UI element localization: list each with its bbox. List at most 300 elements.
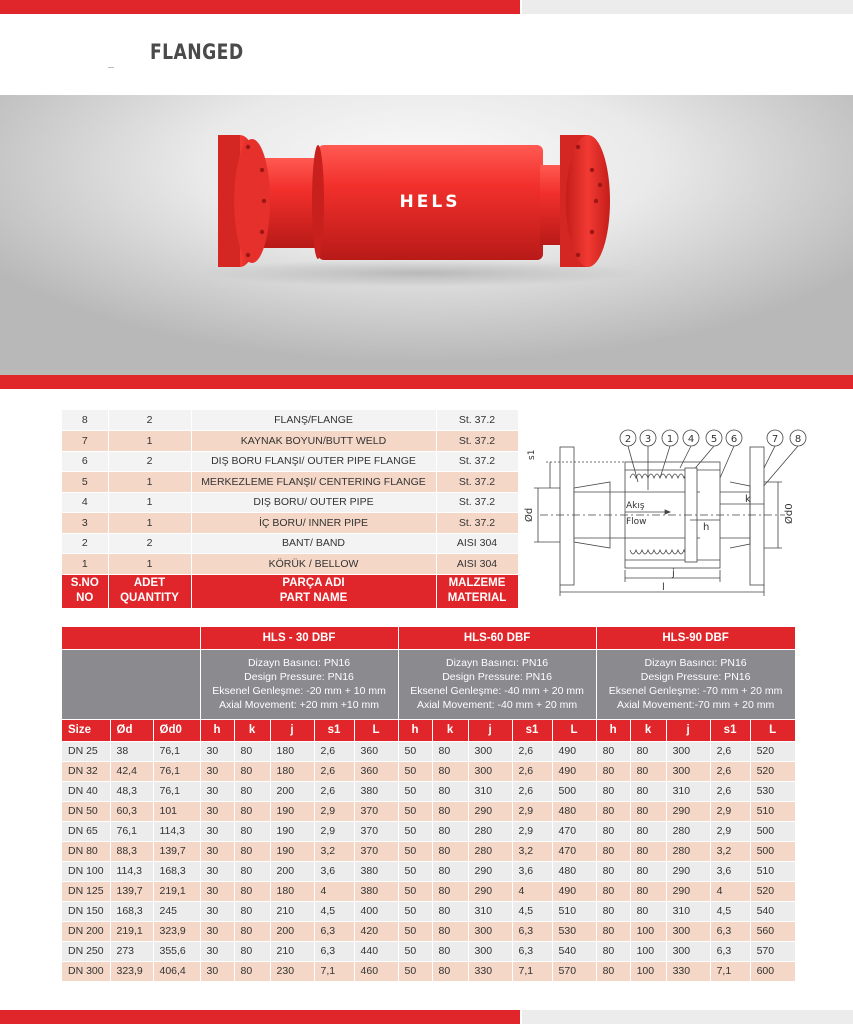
- spec-cell: 80: [596, 821, 630, 841]
- part-material: St. 37.2: [436, 451, 518, 472]
- spec-cell: 80: [630, 881, 666, 901]
- part-qty: 1: [108, 554, 191, 575]
- spec-col-header: Ød0: [153, 719, 200, 741]
- spec-cell: 30: [200, 861, 234, 881]
- parts-header-row: [62, 574, 518, 608]
- spec-cell: 380: [354, 861, 398, 881]
- spec-row: [62, 801, 795, 821]
- brand-logo: HELS: [399, 192, 461, 212]
- spec-cell: 190: [270, 841, 314, 861]
- spec-cell: 273: [110, 941, 153, 961]
- spec-cell: 80: [432, 841, 468, 861]
- header-part-name: PARÇA ADI PART NAME: [191, 574, 436, 608]
- spec-cell: 370: [354, 821, 398, 841]
- spec-cell: 310: [666, 781, 710, 801]
- spec-cell: 3,6: [512, 861, 552, 881]
- spec-cell: 2,6: [512, 781, 552, 801]
- spec-col-header: h: [596, 719, 630, 741]
- spec-cell: 540: [750, 901, 795, 921]
- spec-cell: 114,3: [110, 861, 153, 881]
- spec-cell: 3,2: [314, 841, 354, 861]
- part-name: DIŞ BORU FLANŞI/ OUTER PIPE FLANGE: [191, 451, 436, 472]
- callout-number: 3: [644, 434, 652, 445]
- spec-cell: 100: [630, 941, 666, 961]
- spec-cell: 80: [234, 881, 270, 901]
- spec-cell: DN 32: [62, 761, 110, 781]
- spec-cell: 300: [468, 741, 512, 761]
- spec-cell: 139,7: [110, 881, 153, 901]
- spec-cell: 80: [432, 941, 468, 961]
- spec-cell: DN 200: [62, 921, 110, 941]
- spec-cell: 2,9: [512, 821, 552, 841]
- spec-cell: 80: [234, 781, 270, 801]
- spec-cell: 6,3: [314, 921, 354, 941]
- spec-col-header: Size: [62, 719, 110, 741]
- spec-cell: 200: [270, 781, 314, 801]
- part-material: St. 37.2: [436, 410, 518, 431]
- spec-col-header: k: [234, 719, 270, 741]
- spec-cell: 470: [552, 821, 596, 841]
- part-name: FLANŞ/FLANGE: [191, 410, 436, 431]
- parts-row: [62, 533, 518, 554]
- spec-cell: 323,9: [153, 921, 200, 941]
- spec-cell: 88,3: [110, 841, 153, 861]
- spec-cell: 245: [153, 901, 200, 921]
- spec-cell: 50: [398, 921, 432, 941]
- spec-cell: 80: [630, 761, 666, 781]
- spec-cell: 420: [354, 921, 398, 941]
- spec-cell: 480: [552, 801, 596, 821]
- spec-cell: 80: [596, 961, 630, 981]
- spec-row: [62, 881, 795, 901]
- spec-cell: 290: [468, 881, 512, 901]
- callout-number: 8: [794, 434, 802, 445]
- spec-desc-hls90: Dizayn Basıncı: PN16 Design Pressure: PN16 Eksenel Genleşme: -70 mm + 20 mm Axial Movement:-70 mm + 20 mm: [596, 649, 795, 719]
- part-name: BANT/ BAND: [191, 533, 436, 554]
- spec-cell: 4,5: [314, 901, 354, 921]
- spec-cell: 210: [270, 941, 314, 961]
- spec-cell: 80: [432, 741, 468, 761]
- spec-cell: 300: [666, 921, 710, 941]
- spec-cell: 530: [750, 781, 795, 801]
- spec-cell: 219,1: [110, 921, 153, 941]
- spec-cell: 30: [200, 761, 234, 781]
- part-sno: 1: [62, 554, 108, 575]
- spec-row: [62, 861, 795, 881]
- header-material: MALZEME MATERIAL: [436, 574, 518, 608]
- spec-cell: 360: [354, 741, 398, 761]
- spec-row: [62, 741, 795, 761]
- spec-cell: 490: [552, 741, 596, 761]
- spec-cell: 80: [596, 921, 630, 941]
- spec-cell: 30: [200, 781, 234, 801]
- spec-cell: 30: [200, 921, 234, 941]
- spec-cell: 4: [314, 881, 354, 901]
- spec-row: [62, 781, 795, 801]
- label-l: l: [662, 582, 665, 593]
- spec-cell: 520: [750, 881, 795, 901]
- spec-cell: 490: [552, 761, 596, 781]
- spec-cell: 210: [270, 901, 314, 921]
- spec-cell: DN 150: [62, 901, 110, 921]
- callout-leader: [720, 446, 734, 478]
- spec-col-header: s1: [314, 719, 354, 741]
- spec-cell: 290: [666, 861, 710, 881]
- spec-cell: 330: [666, 961, 710, 981]
- spec-cell: 50: [398, 861, 432, 881]
- spec-cell: 2,9: [710, 821, 750, 841]
- part-sno: 5: [62, 472, 108, 493]
- label-flow-en: Flow: [626, 517, 647, 527]
- spec-column-header-row: [62, 719, 795, 741]
- spec-cell: 4: [710, 881, 750, 901]
- spec-desc-blank: [62, 649, 200, 719]
- spec-cell: 7,1: [710, 961, 750, 981]
- spec-cell: 310: [468, 781, 512, 801]
- bottom-accent-bar: [0, 1010, 853, 1024]
- part-qty: 2: [108, 410, 191, 431]
- callout-number: 4: [687, 434, 695, 445]
- spec-cell: 80: [596, 781, 630, 801]
- part-name: MERKEZLEME FLANŞI/ CENTERING FLANGE: [191, 472, 436, 493]
- spec-cell: 570: [750, 941, 795, 961]
- part-qty: 1: [108, 513, 191, 534]
- parts-table: [62, 410, 519, 609]
- spec-row: [62, 901, 795, 921]
- spec-col-header: s1: [710, 719, 750, 741]
- spec-cell: 50: [398, 841, 432, 861]
- spec-table: [62, 627, 796, 982]
- top-accent-bar: [0, 0, 853, 14]
- spec-cell: 4: [512, 881, 552, 901]
- spec-cell: 80: [630, 821, 666, 841]
- spec-cell: 2,6: [314, 741, 354, 761]
- part-name: İÇ BORU/ INNER PIPE: [191, 513, 436, 534]
- spec-cell: 6,3: [710, 941, 750, 961]
- spec-cell: 80: [234, 741, 270, 761]
- spec-desc-hls60: Dizayn Basıncı: PN16 Design Pressure: PN16 Eksenel Genleşme: -40 mm + 20 mm Axial Movement: -40 mm + 20 mm: [398, 649, 596, 719]
- spec-cell: 80: [432, 861, 468, 881]
- spec-cell: 80: [630, 901, 666, 921]
- part-name: KAYNAK BOYUN/BUTT WELD: [191, 431, 436, 452]
- spec-cell: 2,9: [314, 801, 354, 821]
- technical-drawing: [520, 420, 850, 605]
- spec-cell: 530: [552, 921, 596, 941]
- spec-row: [62, 961, 795, 981]
- spec-cell: DN 300: [62, 961, 110, 981]
- spec-cell: 7,1: [314, 961, 354, 981]
- spec-cell: 600: [750, 961, 795, 981]
- spec-cell: 280: [666, 841, 710, 861]
- spec-col-header: k: [630, 719, 666, 741]
- spec-cell: 50: [398, 741, 432, 761]
- page-title: FLANGED: [150, 40, 244, 64]
- part-qty: 2: [108, 451, 191, 472]
- spec-cell: 510: [750, 801, 795, 821]
- spec-cell: 80: [596, 901, 630, 921]
- spec-cell: 80: [596, 801, 630, 821]
- spec-cell: DN 25: [62, 741, 110, 761]
- part-qty: 2: [108, 533, 191, 554]
- spec-cell: 2,6: [710, 761, 750, 781]
- label-flow-tr: Akış: [626, 501, 645, 511]
- spec-cell: 50: [398, 781, 432, 801]
- spec-cell: 2,6: [710, 781, 750, 801]
- spec-cell: 80: [432, 781, 468, 801]
- spec-desc-row: [62, 649, 795, 719]
- spec-cell: 168,3: [110, 901, 153, 921]
- expansion-joint-illustration: [0, 95, 853, 377]
- spec-cell: 101: [153, 801, 200, 821]
- spec-desc-hls30: Dizayn Basıncı: PN16 Design Pressure: PN16 Eksenel Genleşme: -20 mm + 10 mm Axial Movement: +20 mm +10 mm: [200, 649, 398, 719]
- spec-cell: 80: [234, 821, 270, 841]
- spec-cell: 520: [750, 741, 795, 761]
- spec-cell: 80: [630, 781, 666, 801]
- spec-cell: 440: [354, 941, 398, 961]
- spec-cell: 490: [552, 881, 596, 901]
- spec-cell: 50: [398, 881, 432, 901]
- label-k: k: [745, 494, 751, 505]
- spec-cell: 80: [432, 881, 468, 901]
- spec-cell: 100: [630, 921, 666, 941]
- part-qty: 1: [108, 431, 191, 452]
- spec-cell: 80: [234, 921, 270, 941]
- spec-cell: 80: [630, 741, 666, 761]
- spec-row: [62, 821, 795, 841]
- header-sno: S.NO NO: [62, 574, 108, 608]
- spec-cell: 80: [432, 961, 468, 981]
- spec-cell: 80: [234, 841, 270, 861]
- parts-row: [62, 451, 518, 472]
- spec-cell: 406,4: [153, 961, 200, 981]
- spec-cell: 100: [630, 961, 666, 981]
- spec-cell: 80: [432, 761, 468, 781]
- spec-cell: 3,2: [512, 841, 552, 861]
- spec-cell: 50: [398, 761, 432, 781]
- parts-row: [62, 431, 518, 452]
- spec-cell: 80: [596, 761, 630, 781]
- part-material: St. 37.2: [436, 431, 518, 452]
- spec-cell: DN 80: [62, 841, 110, 861]
- red-band: [0, 375, 853, 389]
- callout-number: 2: [624, 434, 632, 445]
- spec-cell: 80: [234, 901, 270, 921]
- spec-cell: 80: [234, 761, 270, 781]
- spec-cell: 2,9: [710, 801, 750, 821]
- callout-number: 5: [710, 434, 718, 445]
- spec-col-header: j: [468, 719, 512, 741]
- spec-cell: 2,6: [314, 781, 354, 801]
- spec-group-blank: [62, 627, 200, 649]
- spec-cell: 80: [234, 801, 270, 821]
- spec-cell: 50: [398, 821, 432, 841]
- spec-cell: 60,3: [110, 801, 153, 821]
- spec-cell: 48,3: [110, 781, 153, 801]
- spec-cell: 76,1: [153, 781, 200, 801]
- spec-cell: 190: [270, 821, 314, 841]
- part-name: KÖRÜK / BELLOW: [191, 554, 436, 575]
- part-material: St. 37.2: [436, 492, 518, 513]
- spec-cell: 2,6: [710, 741, 750, 761]
- spec-cell: DN 125: [62, 881, 110, 901]
- spec-group-hls30: HLS - 30 DBF: [200, 627, 398, 649]
- spec-col-header: h: [200, 719, 234, 741]
- spec-cell: 370: [354, 841, 398, 861]
- label-od: Ød: [524, 507, 535, 522]
- spec-cell: 323,9: [110, 961, 153, 981]
- spec-cell: 76,1: [110, 821, 153, 841]
- spec-cell: DN 40: [62, 781, 110, 801]
- spec-cell: 370: [354, 801, 398, 821]
- spec-cell: 6,3: [710, 921, 750, 941]
- spec-cell: 2,6: [512, 741, 552, 761]
- spec-cell: DN 50: [62, 801, 110, 821]
- spec-cell: DN 100: [62, 861, 110, 881]
- spec-cell: 500: [750, 821, 795, 841]
- spec-cell: 290: [468, 801, 512, 821]
- spec-cell: 6,3: [314, 941, 354, 961]
- spec-cell: 7,1: [512, 961, 552, 981]
- label-od0: Ød0: [784, 503, 795, 524]
- spec-cell: 30: [200, 881, 234, 901]
- spec-cell: 400: [354, 901, 398, 921]
- spec-cell: 280: [468, 821, 512, 841]
- spec-cell: 330: [468, 961, 512, 981]
- part-qty: 1: [108, 472, 191, 493]
- spec-cell: 3,6: [314, 861, 354, 881]
- spec-col-header: s1: [512, 719, 552, 741]
- spec-cell: 310: [468, 901, 512, 921]
- spec-cell: 80: [596, 741, 630, 761]
- spec-cell: 380: [354, 881, 398, 901]
- spec-col-header: L: [750, 719, 795, 741]
- spec-cell: 3,6: [710, 861, 750, 881]
- spec-cell: 2,6: [512, 761, 552, 781]
- spec-cell: 180: [270, 741, 314, 761]
- spec-cell: 460: [354, 961, 398, 981]
- parts-row: [62, 472, 518, 493]
- spec-col-header: k: [432, 719, 468, 741]
- spec-cell: 80: [596, 881, 630, 901]
- spec-cell: 510: [552, 901, 596, 921]
- part-material: St. 37.2: [436, 513, 518, 534]
- spec-cell: 42,4: [110, 761, 153, 781]
- spec-cell: 168,3: [153, 861, 200, 881]
- callout-number: 1: [666, 434, 674, 445]
- spec-cell: 50: [398, 961, 432, 981]
- spec-cell: 30: [200, 841, 234, 861]
- spec-cell: 2,6: [314, 761, 354, 781]
- spec-group-hls60: HLS-60 DBF: [398, 627, 596, 649]
- spec-cell: 470: [552, 841, 596, 861]
- part-sno: 2: [62, 533, 108, 554]
- label-j: j: [672, 568, 675, 579]
- spec-cell: 80: [596, 861, 630, 881]
- spec-cell: 80: [630, 861, 666, 881]
- label-s1: s1: [527, 449, 537, 460]
- spec-group-hls90: HLS-90 DBF: [596, 627, 795, 649]
- spec-row: [62, 761, 795, 781]
- spec-cell: 290: [666, 801, 710, 821]
- spec-cell: 2,9: [512, 801, 552, 821]
- spec-cell: 280: [666, 821, 710, 841]
- label-h: h: [703, 522, 710, 533]
- spec-cell: 300: [468, 761, 512, 781]
- part-sno: 7: [62, 431, 108, 452]
- part-sno: 6: [62, 451, 108, 472]
- spec-cell: 300: [666, 741, 710, 761]
- spec-cell: 80: [630, 841, 666, 861]
- spec-cell: 290: [666, 881, 710, 901]
- spec-cell: 300: [666, 941, 710, 961]
- spec-cell: 80: [432, 901, 468, 921]
- spec-row: [62, 941, 795, 961]
- spec-cell: 300: [468, 941, 512, 961]
- spec-cell: 3,2: [710, 841, 750, 861]
- spec-cell: 310: [666, 901, 710, 921]
- callout-leader: [680, 446, 691, 468]
- spec-cell: 540: [552, 941, 596, 961]
- spec-cell: 180: [270, 881, 314, 901]
- spec-cell: 380: [354, 781, 398, 801]
- spec-cell: 80: [630, 801, 666, 821]
- spec-cell: 560: [750, 921, 795, 941]
- spec-cell: 360: [354, 761, 398, 781]
- part-sno: 4: [62, 492, 108, 513]
- spec-cell: 30: [200, 801, 234, 821]
- spec-cell: 300: [468, 921, 512, 941]
- spec-cell: 280: [468, 841, 512, 861]
- spec-cell: 510: [750, 861, 795, 881]
- spec-cell: 76,1: [153, 741, 200, 761]
- header-qty: ADET QUANTITY: [108, 574, 191, 608]
- spec-cell: 2,9: [314, 821, 354, 841]
- spec-cell: 139,7: [153, 841, 200, 861]
- spec-cell: 38: [110, 741, 153, 761]
- spec-cell: 6,3: [512, 921, 552, 941]
- spec-cell: 219,1: [153, 881, 200, 901]
- spec-cell: 50: [398, 901, 432, 921]
- spec-col-header: L: [354, 719, 398, 741]
- spec-cell: 80: [234, 861, 270, 881]
- spec-cell: 80: [596, 941, 630, 961]
- spec-cell: 230: [270, 961, 314, 981]
- spec-cell: 80: [234, 961, 270, 981]
- spec-cell: 114,3: [153, 821, 200, 841]
- parts-row: [62, 492, 518, 513]
- spec-cell: 80: [432, 821, 468, 841]
- part-name: DIŞ BORU/ OUTER PIPE: [191, 492, 436, 513]
- part-material: AISI 304: [436, 533, 518, 554]
- part-sno: 8: [62, 410, 108, 431]
- parts-row: [62, 410, 518, 431]
- spec-cell: 520: [750, 761, 795, 781]
- spec-cell: DN 65: [62, 821, 110, 841]
- spec-cell: 50: [398, 941, 432, 961]
- spec-cell: 500: [552, 781, 596, 801]
- spec-cell: 4,5: [512, 901, 552, 921]
- spec-cell: 30: [200, 961, 234, 981]
- spec-cell: 4,5: [710, 901, 750, 921]
- spec-cell: 80: [432, 921, 468, 941]
- product-photo: [0, 95, 853, 377]
- spec-col-header: Ød: [110, 719, 153, 741]
- spec-row: [62, 921, 795, 941]
- part-material: AISI 304: [436, 554, 518, 575]
- spec-col-header: j: [666, 719, 710, 741]
- spec-cell: 300: [666, 761, 710, 781]
- spec-col-header: j: [270, 719, 314, 741]
